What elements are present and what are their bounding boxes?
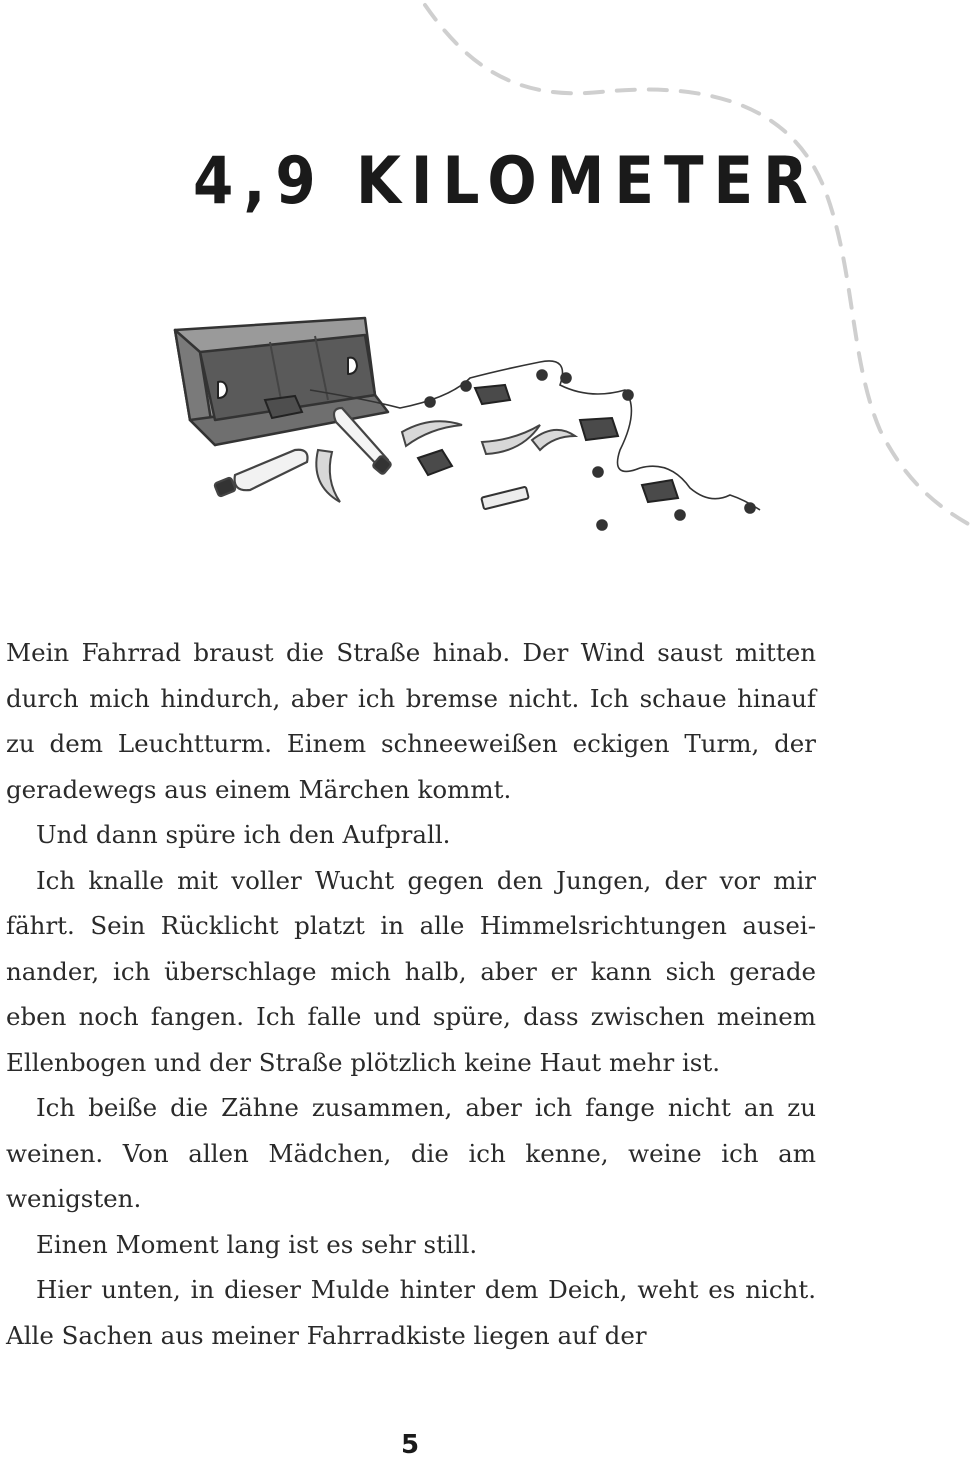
paragraph: Einen Moment lang ist es sehr still.: [36, 1229, 478, 1259]
paragraph: Hier unten, in dieser Mulde hinter dem Deich, weht es nicht. Alle Sachen aus meiner Fahrradkiste liegen auf der: [6, 1275, 816, 1350]
paragraph: Ich beiße die Zähne zusammen, aber ich fange nicht an zu weinen. Von allen Mädchen, die ich kenne, weine ich am wenigsten.: [6, 1093, 816, 1213]
chapter-title: 4,9 KILOMETER: [193, 142, 818, 219]
bottle-icon: [214, 450, 307, 497]
harmonica-icon: [481, 487, 529, 510]
paragraph: Mein Fahrrad braust die Straße hinab. Der Wind saust mitten durch mich hindurch, aber ich bremse nicht. Ich schaue hinauf zu dem Leuchtturm. Einem schneeweißen eckigen Turm, der geradewegs aus einem Märchen kommt.: [6, 638, 816, 804]
paragraph: Ich knalle mit voller Wucht gegen den Jungen, der vor mir fährt. Sein Rücklicht platzt in alle Himmelsrichtungen auseinander, ich überschlage mich halb, aber er kann sich gerade eben noch fangen. Ich falle und spüre, dass zwischen meinem Ellenbogen und der Straße plötzlich keine Haut mehr ist.: [6, 865, 816, 1077]
page-number: 5: [400, 1430, 420, 1460]
bell-string-icon: [310, 361, 760, 530]
paragraph: Und dann spüre ich den Aufprall.: [36, 820, 451, 849]
spilled-crate-illustration: [170, 290, 770, 540]
body-text: [6, 630, 816, 1358]
